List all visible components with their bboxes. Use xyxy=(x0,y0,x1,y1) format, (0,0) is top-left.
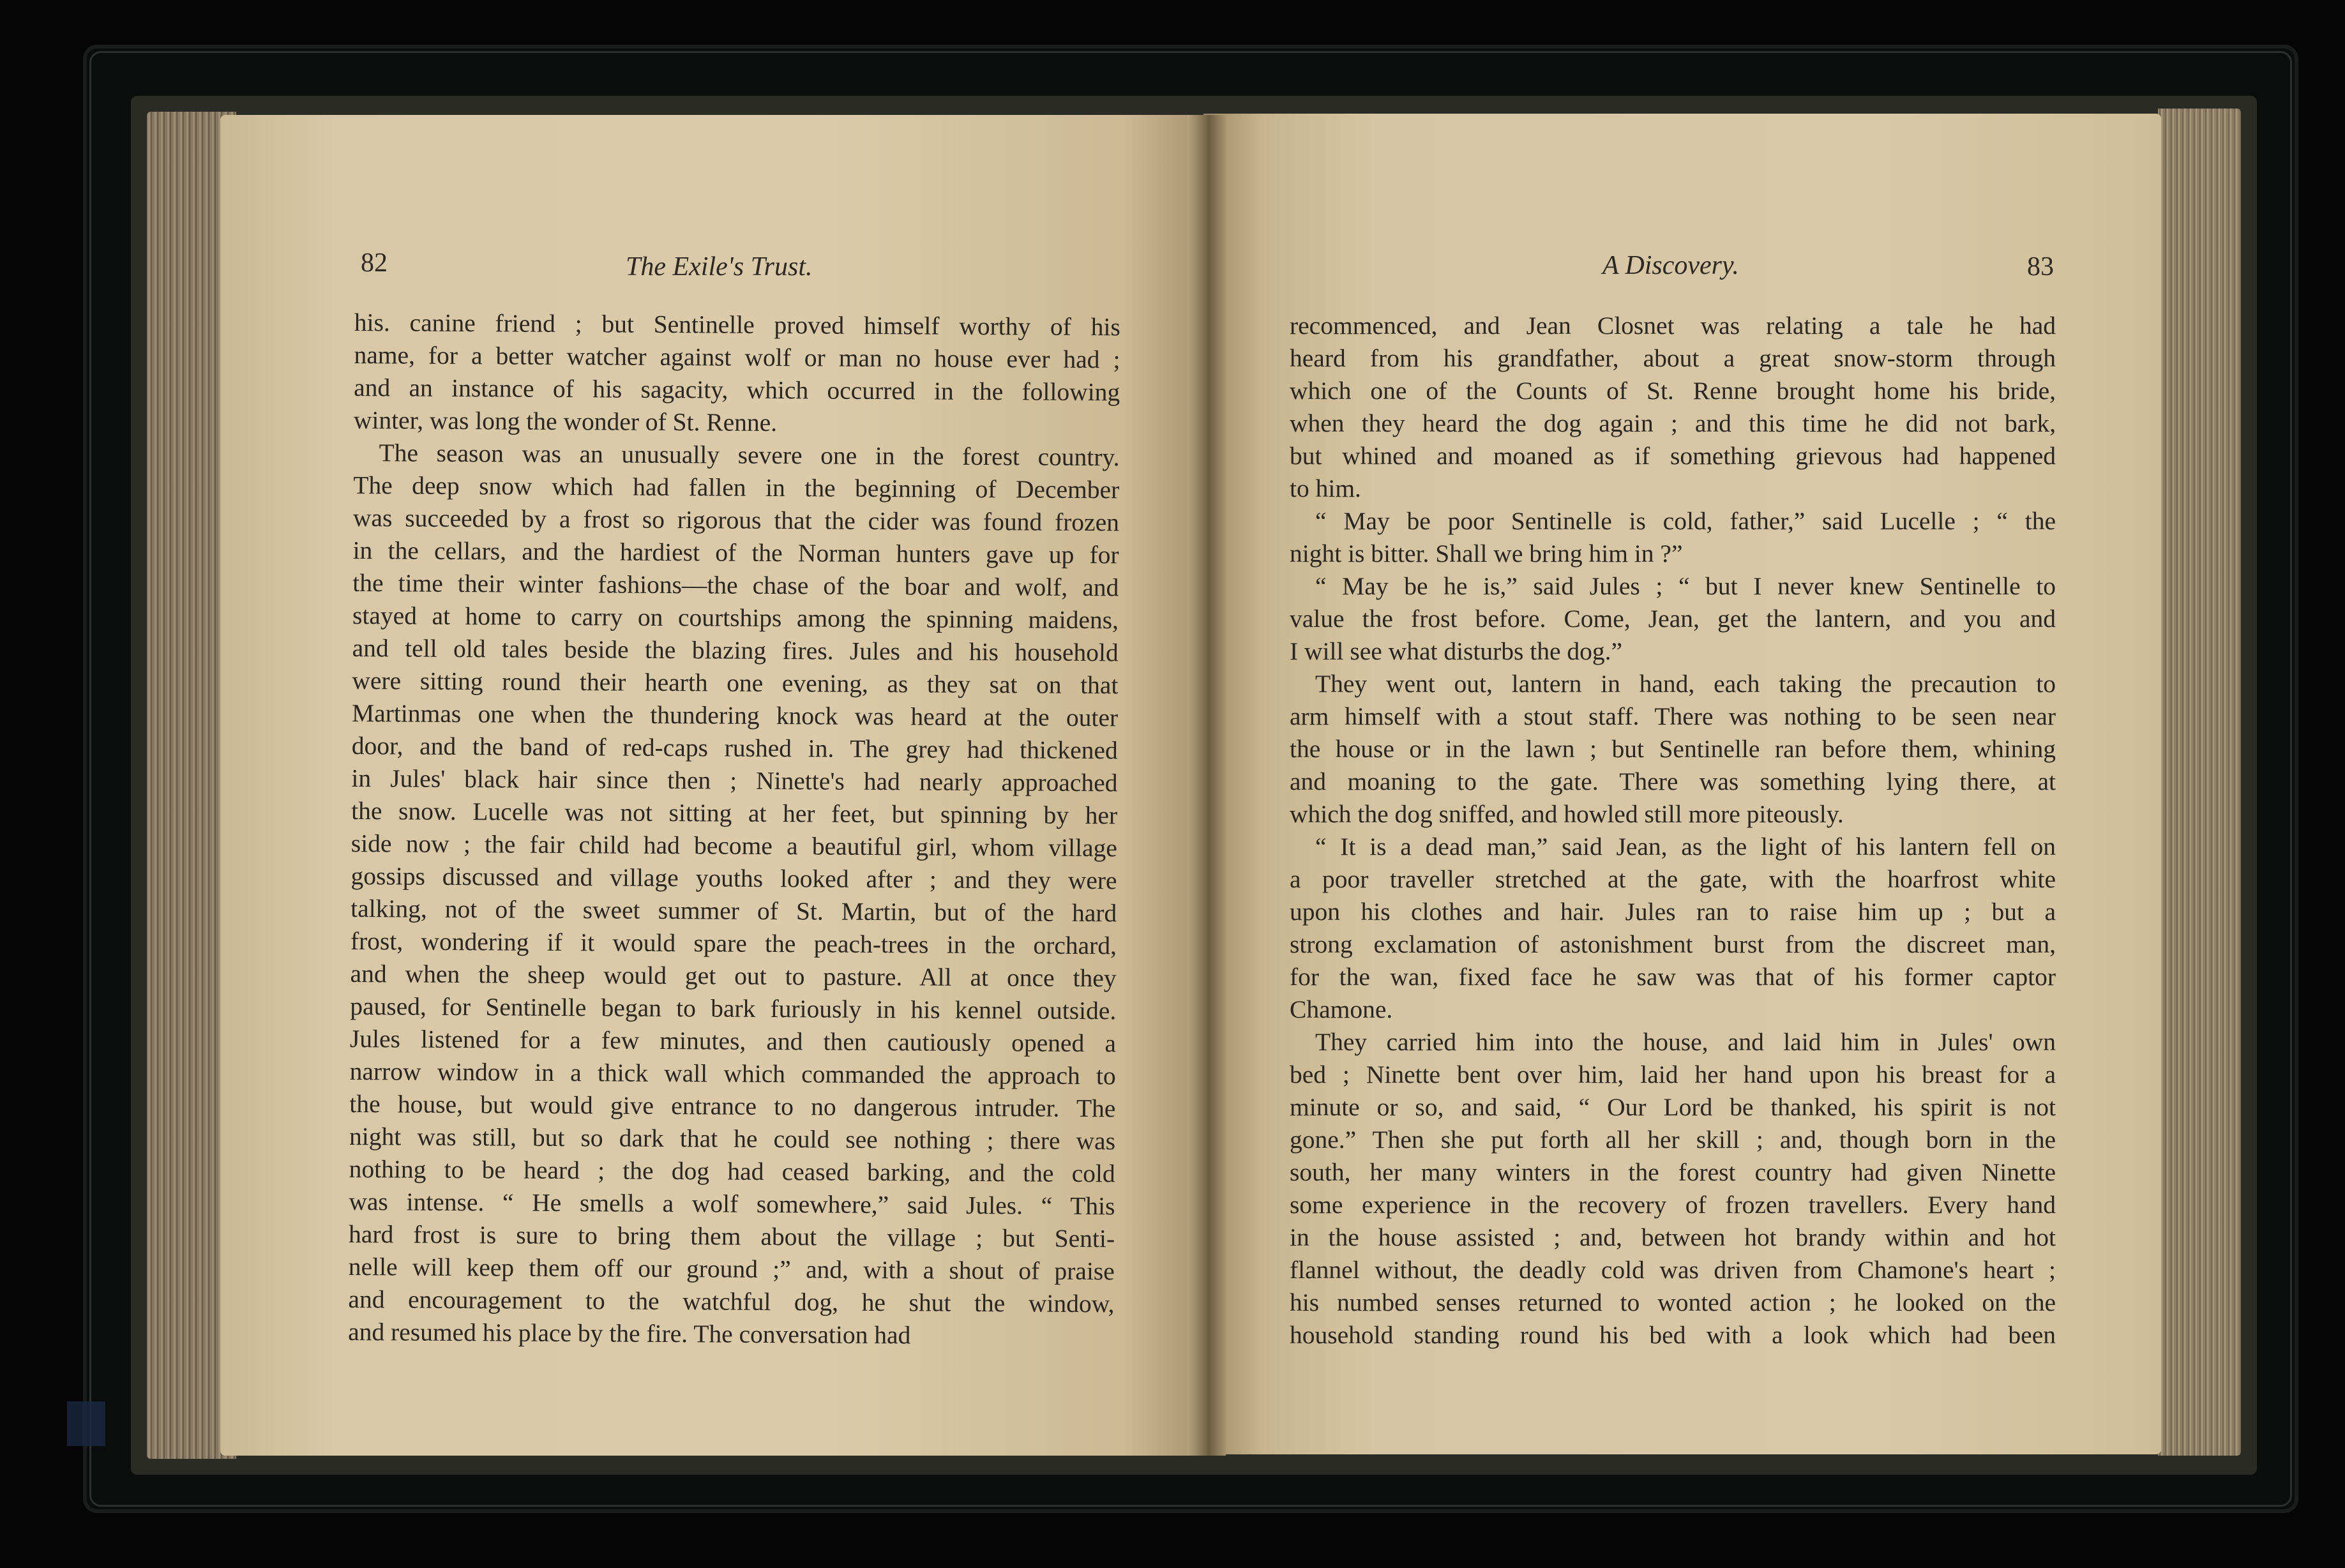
text-line: talking, not of the sweet summer of St. Martin, but of the hard xyxy=(351,894,1117,928)
left-page-number: 82 xyxy=(361,248,388,278)
text-line: his numbed senses returned to wonted action ; he looked on the xyxy=(1290,1288,2056,1316)
text-line: the time their winter fashions—the chase of the boar and wolf, and xyxy=(352,568,1119,602)
text-line: was intense. “ He smells a wolf somewhere,” said Jules. “ This xyxy=(349,1187,1115,1221)
text-line: and when the sheep would get out to pasture. All at once they xyxy=(350,959,1117,993)
text-line: nelle will keep them off our ground ;” and, with a shout of praise xyxy=(348,1252,1115,1286)
text-line: gossips discussed and village youths looked after ; and they were xyxy=(351,861,1117,895)
text-line: door, and the band of red-caps rushed in. The grey had thickened xyxy=(351,731,1118,765)
text-line: were sitting round their hearth one evening, as they sat on that xyxy=(352,666,1119,700)
book-gutter xyxy=(1188,115,1226,1456)
text-line: They carried him into the house, and laid him in Jules' own xyxy=(1315,1028,2056,1056)
text-line: They went out, lantern in hand, each taking the precaution to xyxy=(1315,670,2056,698)
text-line: the snow. Lucelle was not sitting at her feet, but spinning by her xyxy=(351,796,1118,830)
text-line: paused, for Sentinelle began to bark furiously in his kennel outside. xyxy=(350,991,1117,1025)
text-line: nothing to be heard ; the dog had ceased barking, and the cold xyxy=(349,1154,1115,1188)
text-line: the house or in the lawn ; but Sentinelle ran before them, whining xyxy=(1290,735,2056,763)
text-line: and tell old tales beside the blazing fires. Jules and his household xyxy=(352,633,1119,667)
text-line: his. canine friend ; but Sentinelle proved himself worthy of his xyxy=(354,308,1120,342)
text-line: Jules listened for a few minutes, and then cautiously opened a xyxy=(349,1024,1117,1058)
text-line: value the frost before. Come, Jean, get the lantern, and you and xyxy=(1290,605,2056,633)
text-line: household standing round his bed with a look which had been xyxy=(1290,1321,2056,1349)
text-line: gone.” Then she put forth all her skill ; and, though born in the xyxy=(1290,1126,2056,1154)
text-line: strong exclamation of astonishment burst from the discreet man, xyxy=(1290,930,2056,958)
right-running-title: A Discovery. xyxy=(1602,251,1739,280)
left-running-title: The Exile's Trust. xyxy=(626,252,813,282)
text-line: in Jules' black hair since then ; Ninette's had nearly approached xyxy=(351,764,1118,797)
text-line: was succeeded by a frost so rigorous that the cider was found frozen xyxy=(352,503,1120,537)
text-line: and resumed his place by the fire. The conversation had xyxy=(348,1317,911,1350)
text-line: Martinmas one when the thundering knock was heard at the outer xyxy=(351,698,1119,732)
text-line: “ It is a dead man,” said Jean, as the light of his lantern fell on xyxy=(1315,833,2056,861)
text-line: Chamone. xyxy=(1290,995,1393,1023)
text-line: name, for a better watcher against wolf or man no house ever had ; xyxy=(354,340,1120,374)
text-line: when they heard the dog again ; and this time he did not bark, xyxy=(1290,409,2056,437)
text-line: night is bitter. Shall we bring him in ?” xyxy=(1290,539,1683,568)
text-line: stayed at home to carry on courtships among the spinning maidens, xyxy=(352,601,1119,635)
text-line: arm himself with a stout staff. There was nothing to be seen near xyxy=(1290,702,2056,730)
text-line: in the house assisted ; and, between hot brandy within and hot xyxy=(1290,1223,2056,1251)
text-line: for the wan, fixed face he saw was that of his former captor xyxy=(1290,963,2056,991)
text-line: and moaning to the gate. There was something lying there, at xyxy=(1290,767,2056,795)
right-page-edges xyxy=(2158,109,2241,1456)
text-line: The season was an unusually severe one in the forest country. xyxy=(379,439,1120,472)
text-line: The deep snow which had fallen in the beginning of December xyxy=(353,471,1120,504)
text-line: and an instance of his sagacity, which occurred in the following xyxy=(354,373,1120,407)
text-line: minute or so, and said, “ Our Lord be thanked, his spirit is not xyxy=(1290,1093,2056,1121)
text-line: side now ; the fair child had become a beautiful girl, whom village xyxy=(351,829,1117,863)
text-line: but whined and moaned as if something grievous had happened xyxy=(1290,442,2056,470)
text-line: the house, but would give entrance to no dangerous intruder. The xyxy=(349,1089,1116,1123)
text-line: winter, was long the wonder of St. Renne. xyxy=(353,405,778,437)
text-line: recommenced, and Jean Closnet was relating a tale he had xyxy=(1290,312,2056,340)
text-line: “ May be he is,” said Jules ; “ but I never knew Sentinelle to xyxy=(1315,572,2056,600)
text-line: south, her many winters in the forest country had given Ninette xyxy=(1290,1158,2056,1186)
text-line: which one of the Counts of St. Renne brought home his bride, xyxy=(1290,377,2056,405)
color-tab xyxy=(67,1401,105,1446)
text-line: upon his clothes and hair. Jules ran to raise him up ; but a xyxy=(1290,898,2056,926)
text-line: frost, wondering if it would spare the peach-trees in the orchard, xyxy=(350,926,1117,960)
text-line: a poor traveller stretched at the gate, with the hoarfrost white xyxy=(1290,865,2056,893)
right-body-text xyxy=(1290,310,2056,1352)
text-line: in the cellars, and the hardiest of the Norman hunters gave up for xyxy=(352,536,1119,569)
left-body-text xyxy=(348,306,1120,1353)
right-page-number: 83 xyxy=(2027,252,2054,282)
text-line: I will see what disturbs the dog.” xyxy=(1290,637,1623,665)
text-line: and encouragement to the watchful dog, he shut the window, xyxy=(348,1285,1115,1318)
text-line: to him. xyxy=(1290,474,1361,502)
text-line: heard from his grandfather, about a great snow-storm through xyxy=(1290,344,2056,372)
text-line: bed ; Ninette bent over him, laid her hand upon his breast for a xyxy=(1290,1060,2056,1089)
text-line: hard frost is sure to bring them about the village ; but Senti- xyxy=(348,1219,1115,1253)
text-line: some experience in the recovery of frozen travellers. Every hand xyxy=(1290,1191,2056,1219)
text-line: narrow window in a thick wall which commanded the approach to xyxy=(349,1057,1116,1090)
text-line: “ May be poor Sentinelle is cold, father,” said Lucelle ; “ the xyxy=(1315,507,2056,535)
text-line: flannel without, the deadly cold was driven from Chamone's heart ; xyxy=(1290,1256,2056,1284)
text-line: night was still, but so dark that he could see nothing ; there was xyxy=(349,1122,1116,1156)
text-line: which the dog sniffed, and howled still more piteously. xyxy=(1290,800,1844,828)
